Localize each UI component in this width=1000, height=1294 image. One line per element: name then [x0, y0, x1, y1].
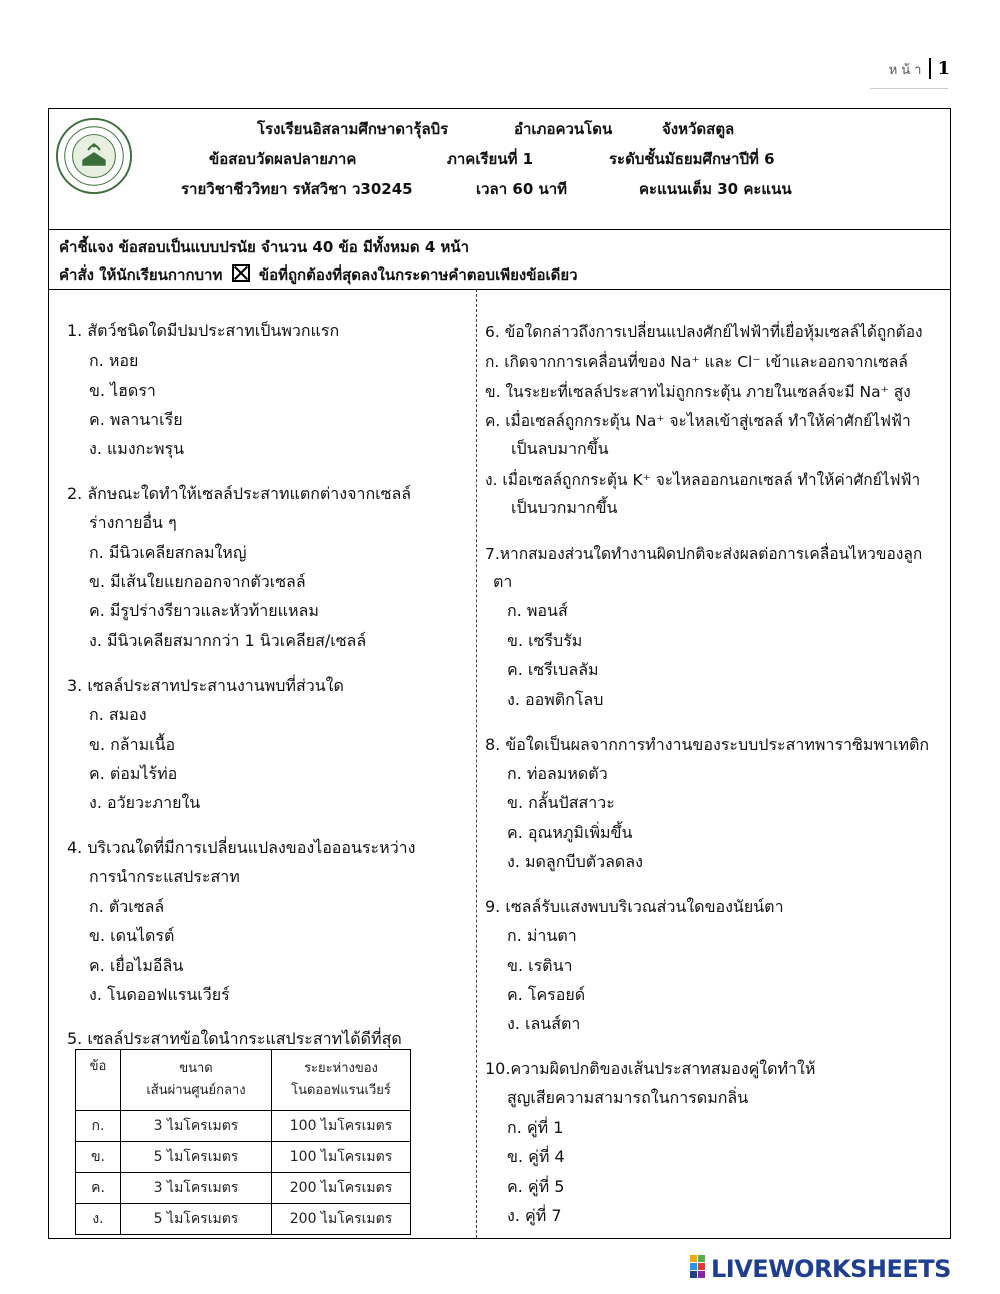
choice-8a: ก. ท่อลมหดตัว: [507, 764, 608, 783]
question-2-cont: ร่างกายอื่น ๆ: [89, 513, 177, 532]
choice-4c: ค. เยื่อไมอีลิน: [89, 956, 184, 975]
table-row: [76, 1173, 411, 1204]
choice-4b: ข. เดนไดรต์: [89, 926, 175, 945]
column-divider: [476, 289, 477, 1238]
exam-time: เวลา 60 นาที: [476, 180, 568, 198]
choice-6a: ก. เกิดจากการเคลื่อนที่ของ Na⁺ และ Cl⁻ เข้าและออกจากเซลล์: [485, 353, 908, 371]
total-score: คะแนนเต็ม 30 คะแนน: [639, 180, 792, 198]
exam-header: [49, 109, 950, 230]
table-header-row: [76, 1050, 411, 1111]
choice-1d: ง. แมงกะพรุน: [89, 439, 185, 458]
page-number-value: 1: [929, 58, 950, 79]
page-rule: [870, 88, 948, 89]
instructions-command-rest: ข้อที่ถูกต้องที่สุดลงในกระดาษคำตอบเพียงข้อเดียว: [258, 266, 578, 284]
table-row: [76, 1111, 411, 1142]
question-10-cont: สูญเสียความสามารถในการดมกลิ่น: [507, 1088, 749, 1107]
choice-10a: ก. คู่ที่ 1: [507, 1118, 564, 1137]
choice-9c: ค. โครอยด์: [507, 985, 586, 1004]
choice-7d: ง. ออพติกโลบ: [507, 690, 604, 709]
question-7-cont: ตา: [493, 572, 513, 591]
choice-1b: ข. ไฮดรา: [89, 381, 156, 400]
table-header-diameter: [121, 1050, 272, 1111]
question-2: 2. ลักษณะใดทำให้เซลล์ประสาทแตกต่างจากเซลล์: [67, 484, 412, 503]
question-4: 4. บริเวณใดที่มีการเปลี่ยนแปลงของไอออนระหว่าง: [67, 838, 416, 857]
table-cell-choice: ข.: [76, 1142, 121, 1173]
table-cell-diameter: 3 ไมโครเมตร: [121, 1173, 272, 1204]
table-row: [76, 1204, 411, 1235]
instructions: [49, 229, 950, 290]
liveworksheets-grid-icon: [690, 1255, 708, 1279]
table-cell-distance: 100 ไมโครเมตร: [272, 1111, 411, 1142]
choice-3d: ง. อวัยวะภายใน: [89, 793, 201, 812]
choice-6b: ข. ในระยะที่เซลล์ประสาทไม่ถูกกระตุ้น ภายในเซลล์จะมี Na⁺ สูง: [485, 383, 911, 401]
choice-2c: ค. มีรูปร่างรียาวและหัวท้ายแหลม: [89, 601, 319, 620]
choice-6d-cont: เป็นบวกมากขึ้น: [511, 498, 618, 517]
table-cell-choice: ก.: [76, 1111, 121, 1142]
question-8: 8. ข้อใดเป็นผลจากการทำงานของระบบประสาทพาราซิมพาเทติก: [485, 735, 930, 754]
choice-1a: ก. หอย: [89, 351, 139, 370]
choice-8d: ง. มดลูกบีบตัวลดลง: [507, 852, 643, 871]
choice-9b: ข. เรตินา: [507, 956, 573, 975]
table-cell-diameter: 5 ไมโครเมตร: [121, 1142, 272, 1173]
grade-level: ระดับชั้นมัธยมศึกษาปีที่ 6: [609, 150, 775, 168]
question-4-cont: การนำกระแสประสาท: [89, 867, 240, 886]
table-header-choice: ข้อ: [76, 1050, 121, 1111]
table-cell-distance: 200 ไมโครเมตร: [272, 1204, 411, 1235]
choice-3c: ค. ต่อมไร้ท่อ: [89, 764, 178, 783]
school-logo-icon: [55, 117, 133, 195]
question-1: 1. สัตว์ชนิดใดมีปมประสาทเป็นพวกแรก: [67, 321, 340, 340]
table-cell-choice: ง.: [76, 1204, 121, 1235]
page-label: หน้า: [888, 63, 926, 78]
choice-6c-cont: เป็นลบมากขึ้น: [511, 439, 609, 458]
choice-6c: ค. เมื่อเซลล์ถูกกระตุ้น Na⁺ จะไหลเข้าสู่เซลล์ ทำให้ค่าศักย์ไฟฟ้า: [485, 412, 911, 430]
question-5: 5. เซลล์ประสาทข้อใดนำกระแสประสาทได้ดีที่สุด: [67, 1029, 402, 1048]
choice-10d: ง. คู่ที่ 7: [507, 1206, 562, 1225]
choice-7a: ก. พอนส์: [507, 601, 568, 620]
choice-7b: ข. เซรีบรัม: [507, 631, 583, 650]
x-box-icon: [232, 264, 250, 282]
choice-1c: ค. พลานาเรีย: [89, 410, 183, 429]
district-name: อำเภอควนโดน: [514, 120, 613, 138]
province-name: จังหวัดสตูล: [662, 120, 735, 138]
question-9: 9. เซลล์รับแสงพบบริเวณส่วนใดของนัยน์ตา: [485, 897, 784, 916]
choice-2a: ก. มีนิวเคลียสกลมใหญ่: [89, 543, 247, 562]
choice-3a: ก. สมอง: [89, 705, 147, 724]
exam-frame: [48, 108, 951, 1239]
table-header-node-line1: ระยะห่างของ: [304, 1061, 378, 1076]
table-cell-distance: 200 ไมโครเมตร: [272, 1173, 411, 1204]
table-cell-diameter: 3 ไมโครเมตร: [121, 1111, 272, 1142]
choice-4a: ก. ตัวเซลล์: [89, 897, 165, 916]
semester: ภาคเรียนที่ 1: [447, 150, 534, 168]
liveworksheets-logo[interactable]: [690, 1255, 990, 1285]
choice-10b: ข. คู่ที่ 4: [507, 1147, 565, 1166]
question-5-table: [75, 1049, 411, 1235]
choice-9d: ง. เลนส์ตา: [507, 1014, 581, 1033]
choice-7c: ค. เซรีเบลลัม: [507, 660, 599, 679]
choice-6d: ง. เมื่อเซลล์ถูกกระตุ้น K⁺ จะไหลออกนอกเซลล์ ทำให้ค่าศักย์ไฟฟ้า: [485, 471, 921, 489]
table-header-node-line2: โนดออฟแรนเวียร์: [291, 1083, 391, 1098]
question-3: 3. เซลล์ประสาทประสานงานพบที่ส่วนใด: [67, 676, 344, 695]
question-6: 6. ข้อใดกล่าวถึงการเปลี่ยนแปลงศักย์ไฟฟ้าที่เยื่อหุ้มเซลล์ได้ถูกต้อง: [485, 323, 923, 341]
school-name: โรงเรียนอิสลามศึกษาดารุ้ลบิร: [257, 120, 449, 138]
instructions-command: คำสั่ง ให้นักเรียนกากบาท: [59, 266, 223, 284]
table-row: [76, 1142, 411, 1173]
choice-2d: ง. มีนิวเคลียสมากกว่า 1 นิวเคลียส/เซลล์: [89, 631, 367, 650]
choice-8b: ข. กลั้นปัสสาวะ: [507, 793, 615, 812]
instructions-line1: คำชี้แจง ข้อสอบเป็นแบบปรนัย จำนวน 40 ข้อ มีทั้งหมด 4 หน้า: [59, 238, 470, 256]
instructions-line2: [59, 263, 578, 287]
table-header-diameter-line2: เส้นผ่านศูนย์กลาง: [146, 1083, 246, 1098]
table-cell-diameter: 5 ไมโครเมตร: [121, 1204, 272, 1235]
table-cell-distance: 100 ไมโครเมตร: [272, 1142, 411, 1173]
choice-9a: ก. ม่านตา: [507, 926, 577, 945]
table-cell-choice: ค.: [76, 1173, 121, 1204]
subject-code: รายวิชาชีววิทยา รหัสวิชา ว30245: [181, 180, 413, 198]
question-10: 10.ความผิดปกติของเส้นประสาทสมองคู่ใดทำให้: [485, 1059, 816, 1078]
choice-2b: ข. มีเส้นใยแยกออกจากตัวเซลล์: [89, 572, 306, 591]
table-header-node-distance: [272, 1050, 411, 1111]
table-header-diameter-line1: ขนาด: [179, 1061, 213, 1076]
exam-type: ข้อสอบวัดผลปลายภาค: [209, 150, 357, 168]
choice-4d: ง. โนดออฟแรนเวียร์: [89, 985, 230, 1004]
choice-10c: ค. คู่ที่ 5: [507, 1177, 565, 1196]
liveworksheets-text: LIVEWORKSHEETS: [711, 1255, 951, 1283]
question-7: 7.หากสมองส่วนใดทำงานผิดปกติจะส่งผลต่อการเคลื่อนไหวของลูก: [485, 545, 923, 563]
choice-3b: ข. กล้ามเนื้อ: [89, 735, 176, 754]
choice-8c: ค. อุณหภูมิเพิ่มขึ้น: [507, 823, 633, 842]
page-number: [850, 58, 950, 86]
